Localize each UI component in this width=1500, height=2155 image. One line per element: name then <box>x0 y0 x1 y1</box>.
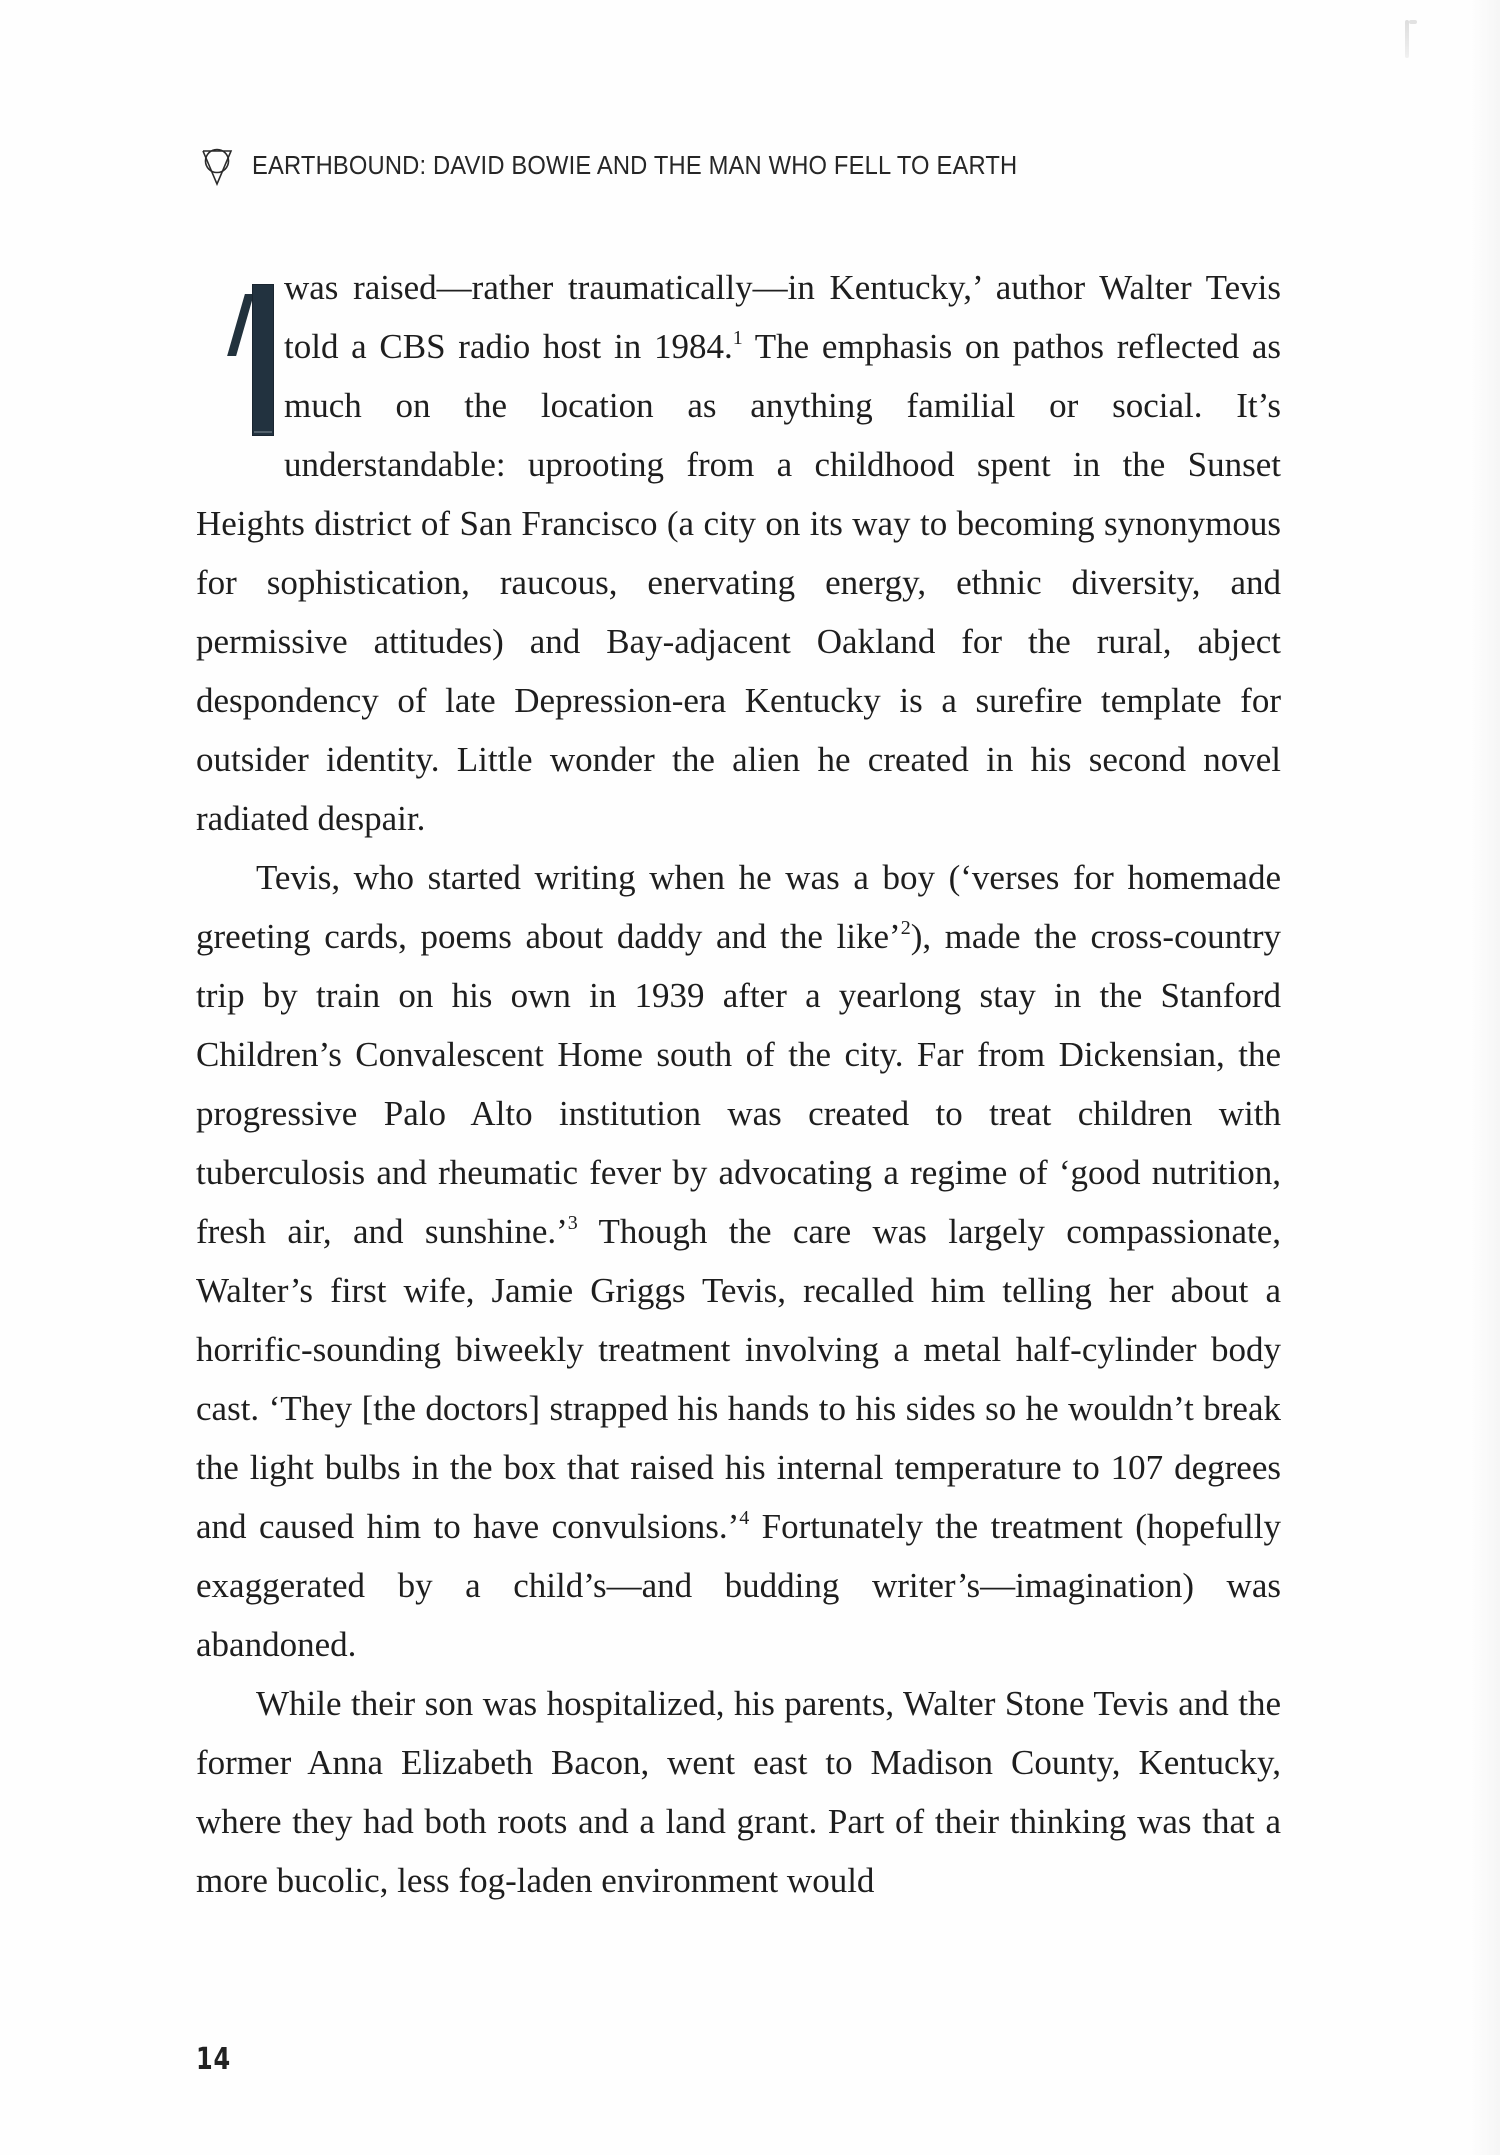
paragraph-text: While their son was hospitalized, his parents, Walter Stone Tevis and the former Anna Elizabeth Bacon, went east to Madison County, Kentucky, where they had both roots and a land grant. Part of their thinking was that a more bucolic, less fog-laden environment would <box>196 1684 1281 1900</box>
page-edge-shadow <box>1470 0 1500 2155</box>
paragraph-text: The emphasis on pathos reflected as much on the location as anything familial or social. It’s understandable: uprooting from a childhood spent in the Sunset Heights district of San Francisco (a city on its way to becoming synonymous for sophistication, raucous, enervating energy, ethnic diversity, and permissive attitudes) and Bay-adjacent Oakland for the rural, abject despondency of late Depression-era Kentucky is a surefire template for outsider identity. Little wonder the alien he created in his second novel radiated despair. <box>196 327 1281 838</box>
chapter-body <box>196 258 1281 1910</box>
page-number: 14 <box>196 2042 231 2077</box>
footnote-marker-2[interactable]: 2 <box>900 917 911 939</box>
footnote-marker-3[interactable]: 3 <box>567 1212 578 1234</box>
drop-cap-quote-mark <box>227 294 254 356</box>
drop-cap-letter-i <box>252 284 274 436</box>
paragraph-1 <box>196 258 1281 848</box>
scan-artifact <box>1405 20 1409 58</box>
paragraph-3 <box>196 1674 1281 1910</box>
footnote-marker-4[interactable]: 4 <box>739 1507 750 1529</box>
triangle-circle-emblem-icon <box>200 146 234 186</box>
paragraph-text: Fortunately the treatment (hopefully exaggerated by a child’s—and budding writer’s—imagination) was abandoned. <box>196 1507 1281 1664</box>
paragraph-2 <box>196 848 1281 1674</box>
running-head-title: EARTHBOUND: DAVID BOWIE AND THE MAN WHO FELL TO EARTH <box>252 151 1018 180</box>
paragraph-text: Tevis, who started writing when he was a boy (‘verses for homemade greeting cards, poems about daddy and the like’ <box>196 858 1281 956</box>
footnote-marker-1[interactable]: 1 <box>732 327 743 349</box>
paragraph-text: ), made the cross-country trip by train on his own in 1939 after a yearlong stay in the Stanford Children’s Convalescent Home south of the city. Far from Dickensian, the progressive Palo Alto institution was created to treat children with tuberculosis and rheumatic fever by advocating a regime of ‘good nutrition, fresh air, and sunshine.’ <box>196 917 1281 1251</box>
paragraph-text: Though the care was largely compassionate, Walter’s first wife, Jamie Griggs Tevis, recalled him telling her about a horrific-sounding biweekly treatment involving a metal half-cylinder body cast. ‘They [the doctors] strapped his hands to his sides so he wouldn’t break the light bulbs in the box that raised his internal temperature to 107 degrees and caused him to have convulsions.’ <box>196 1212 1281 1546</box>
running-head <box>200 146 1075 186</box>
drop-cap <box>196 272 284 440</box>
paragraph-text: was raised—rather traumatically—in Kentucky,’ author Walter Tevis told a CBS radio host in 1984. <box>284 268 1281 366</box>
